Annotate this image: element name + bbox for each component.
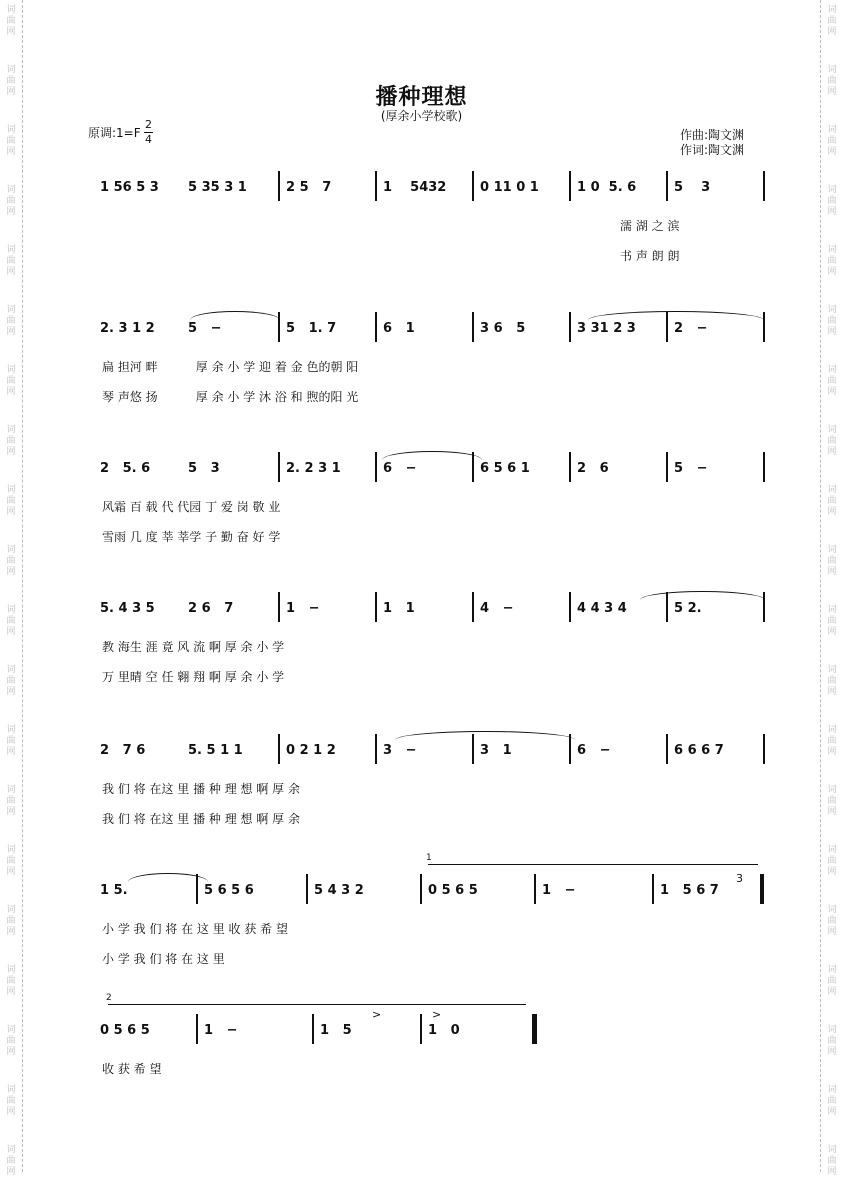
measure: 5. 5 1 1 [188,743,243,758]
barline [666,171,668,201]
tie-slur [190,311,280,320]
measure: 5. 4 3 5 [100,601,155,616]
time-signature: $\frac{2}{4}$ [145,118,152,146]
lyric-line-1: 教 海生 涯 竟 风 流 啊 厚 余 小 学 [102,640,285,654]
measure: 2 5. 6 [100,461,151,476]
tie-slur [395,731,575,740]
barline [375,452,377,482]
barline [472,592,474,622]
watermark-text: 词 曲 网 [6,1025,16,1057]
tie-slur [382,451,482,460]
barline [569,452,571,482]
barline [375,734,377,764]
measure: 6 5 6 1 [480,461,530,476]
watermark-text: 词 曲 网 [827,425,837,457]
watermark-text: 词 曲 网 [6,845,16,877]
barline [763,312,765,342]
tie-slur [588,311,764,320]
measure: 4 4 3 4 [577,601,627,616]
watermark-text: 词 曲 网 [827,185,837,217]
watermark-text: 词 曲 网 [827,605,837,637]
measure: 1 − [542,883,576,898]
measure: 1 − [286,601,320,616]
tie-slur [640,591,765,600]
measure: 1 5. [100,883,128,898]
barline [278,171,280,201]
watermark-text: 词 曲 网 [6,365,16,397]
measure: 5 4 3 2 [314,883,364,898]
measure: 1 0 [428,1023,460,1038]
measure: 3 1 [480,743,512,758]
lyric-line-1: 我 们 将 在这 里 播 种 理 想 啊 厚 余 [102,782,300,796]
measure: 5 3 [674,180,711,195]
repeat-barline [761,874,764,904]
measure: 2. 3 1 2 [100,321,155,336]
measure: 6 − [577,743,611,758]
measure: 2 − [674,321,708,336]
lyric-line-1: 扁 担河 畔 厚 余 小 学 迎 着 金 色的朝 阳 [102,360,359,374]
measure: 1 1 [383,601,415,616]
measure: 5 2. [674,601,702,616]
measure: 0 5 6 5 [428,883,478,898]
measure: 6 6 6 7 [674,743,724,758]
barline [763,734,765,764]
barline [763,452,765,482]
watermark-text: 词 曲 网 [827,785,837,817]
volta-bracket-2: 2 [108,1004,526,1013]
watermark-text: 词 曲 网 [827,545,837,577]
barline [534,874,536,904]
lyric-line-2: 书 声 朗 朗 [620,249,680,263]
barline [569,171,571,201]
watermark-text: 词 曲 网 [6,305,16,337]
watermark-text: 词 曲 网 [827,1085,837,1117]
measure: 3 − [383,743,417,758]
watermark-text: 词 曲 网 [6,1145,16,1177]
measure: 5 35 3 1 [188,180,247,195]
barline [763,592,765,622]
accent-mark: > [432,1008,442,1021]
measure: 0 5 6 5 [100,1023,150,1038]
lyric-line-1: 风霜 百 载 代 代园 丁 爱 岗 敬 业 [102,500,281,514]
measure: 0 2 1 2 [286,743,336,758]
volta-bracket-1: 1 [428,864,758,873]
measure: 4 − [480,601,514,616]
measure: 5 3 [188,461,220,476]
watermark-text: 词 曲 网 [827,365,837,397]
song-title: 播种理想 [375,85,468,110]
measure: 1 0 5. 6 [577,180,637,195]
accent-mark: > [372,1008,382,1021]
watermark-text: 词 曲 网 [6,425,16,457]
barline [420,1014,422,1044]
measure: 6 − [383,461,417,476]
barline [666,452,668,482]
watermark-text: 词 曲 网 [6,65,16,97]
measure: 3 31 2 3 [577,321,636,336]
measure: 1 5432 [383,180,447,195]
measure: 3 6 5 [480,321,526,336]
lyric-line-1: 小 学 我 们 将 在 这 里 收 获 希 望 [102,922,288,936]
watermark-text: 词 曲 网 [827,245,837,277]
barline [472,312,474,342]
barline [375,592,377,622]
key-signature: 原调:1=F [88,126,141,140]
watermark-text: 词 曲 网 [827,845,837,877]
measure: 0 11 0 1 [480,180,539,195]
triplet-mark: 3 [736,872,743,885]
barline [306,874,308,904]
watermark-text: 词 曲 网 [6,485,16,517]
barline [278,452,280,482]
lyric-line-2: 雪雨 几 度 莘 莘学 子 勤 奋 好 学 [102,530,281,544]
barline [278,734,280,764]
barline [569,312,571,342]
barline [375,171,377,201]
watermark-text: 词 曲 网 [827,665,837,697]
watermark-text: 词 曲 网 [6,5,16,37]
watermark-text: 词 曲 网 [827,5,837,37]
lyric-line-2: 小 学 我 们 将 在 这 里 [102,952,225,966]
watermark-text: 词 曲 网 [6,785,16,817]
watermark-text: 词 曲 网 [827,305,837,337]
watermark-text: 词 曲 网 [6,905,16,937]
measure: 1 56 5 3 [100,180,159,195]
watermark-text: 词 曲 网 [827,1025,837,1057]
barline [420,874,422,904]
measure: 5 − [674,461,708,476]
lyric-line-2: 我 们 将 在这 里 播 种 理 想 啊 厚 余 [102,812,300,826]
measure: 2 5 7 [286,180,332,195]
final-barline [534,1014,537,1044]
watermark-text: 词 曲 网 [827,725,837,757]
lyric-line-2: 琴 声悠 扬 厚 余 小 学 沐 浴 和 煦的阳 光 [102,390,359,404]
lyricist-credit: 作词:陶文渊 [680,143,745,157]
measure: 2 7 6 [100,743,146,758]
watermark-text: 词 曲 网 [6,545,16,577]
watermark-text: 词 曲 网 [6,245,16,277]
barline [763,171,765,201]
watermark-text: 词 曲 网 [6,605,16,637]
watermark-text: 词 曲 网 [827,125,837,157]
measure: 2 6 [577,461,609,476]
measure: 1 − [204,1023,238,1038]
composer-credit: 作曲:陶文渊 [680,128,745,142]
barline [472,171,474,201]
barline [312,1014,314,1044]
measure: 6 1 [383,321,415,336]
watermark-text: 词 曲 网 [827,965,837,997]
measure: 1 5 [320,1023,352,1038]
watermark-text: 词 曲 网 [6,1085,16,1117]
measure: 2. 2 3 1 [286,461,341,476]
lyric-line-1: 濡 湖 之 滨 [620,219,680,233]
song-subtitle: (厚余小学校歌) [380,109,463,123]
barline [666,734,668,764]
watermark-text: 词 曲 网 [827,485,837,517]
barline [652,874,654,904]
watermark-text: 词 曲 网 [6,185,16,217]
measure: 2 6 7 [188,601,234,616]
measure: 5 6 5 6 [204,883,254,898]
watermark-text: 词 曲 网 [6,665,16,697]
lyric-line-1: 收 获 希 望 [102,1062,162,1076]
watermark-text: 词 曲 网 [6,725,16,757]
watermark-text: 词 曲 网 [827,65,837,97]
barline [196,1014,198,1044]
watermark-text: 词 曲 网 [827,1145,837,1177]
barline [278,592,280,622]
lyric-line-2: 万 里晴 空 任 翱 翔 啊 厚 余 小 学 [102,670,285,684]
watermark-text: 词 曲 网 [6,125,16,157]
measure: 1 5 6 7 [660,883,719,898]
measure: 5 1. 7 [286,321,337,336]
barline [375,312,377,342]
barline [569,592,571,622]
watermark-text: 词 曲 网 [6,965,16,997]
measure: 5 − [188,321,222,336]
watermark-text: 词 曲 网 [827,905,837,937]
